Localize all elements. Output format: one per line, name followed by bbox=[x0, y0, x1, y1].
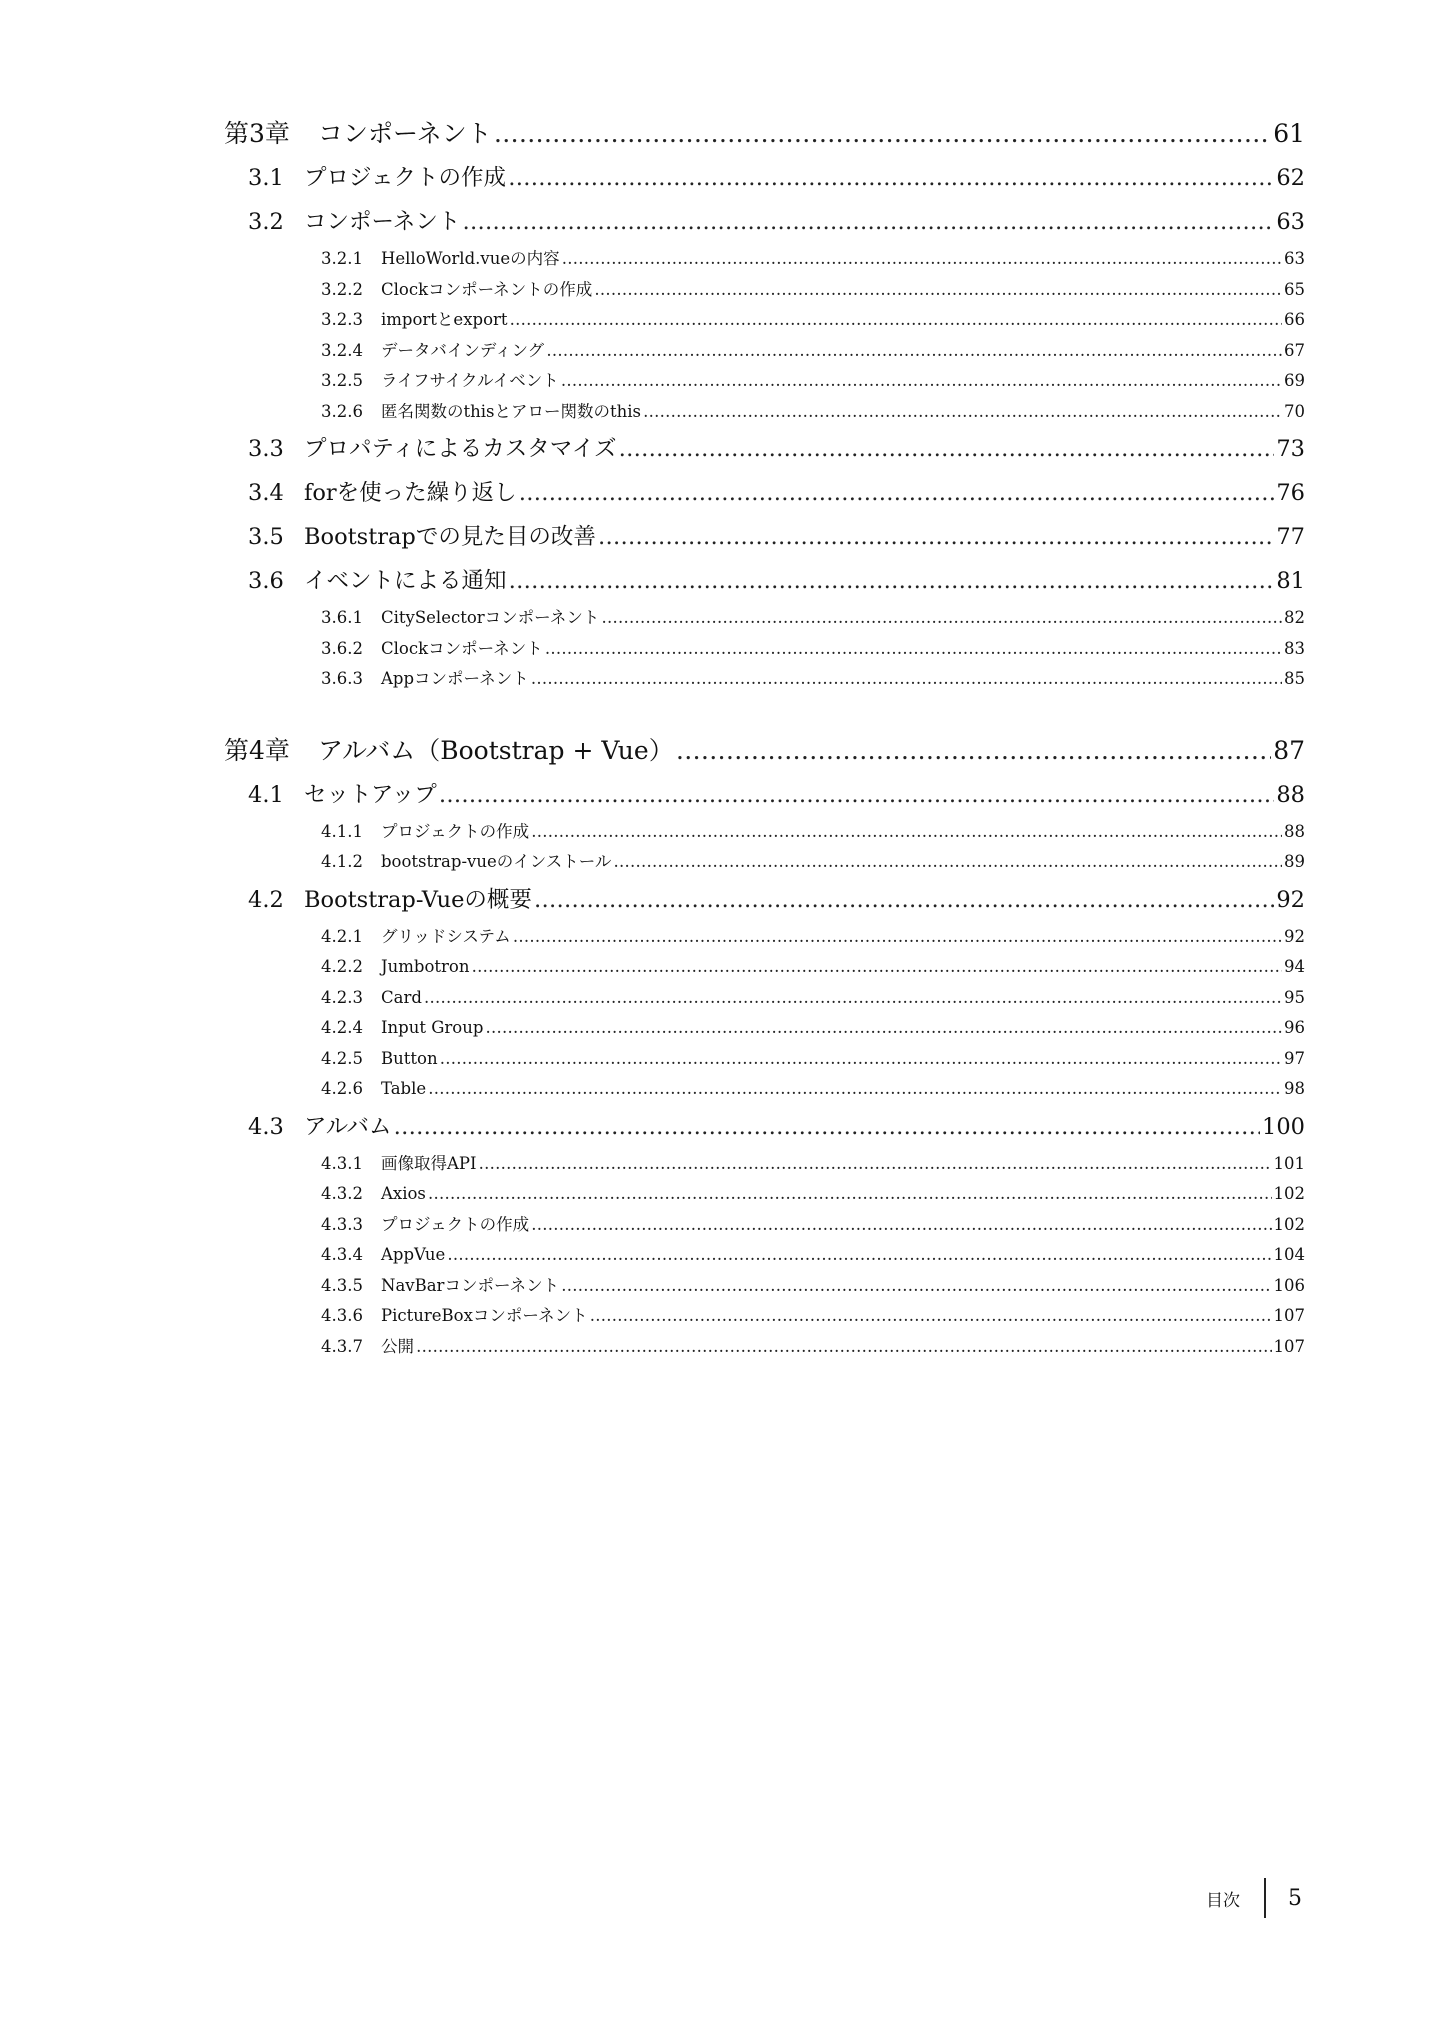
toc-entry-title: アルバム bbox=[304, 1113, 392, 1140]
toc-entry-title: Jumbotron bbox=[381, 957, 470, 976]
toc-entry-sub[interactable] bbox=[224, 336, 1305, 367]
dot-leader bbox=[479, 1149, 1272, 1180]
toc-entry-page: 106 bbox=[1273, 1275, 1305, 1295]
toc-entry-page: 67 bbox=[1284, 340, 1305, 360]
toc-entry-number: 第4章 bbox=[224, 735, 290, 765]
toc-entry-title: プロパティによるカスタマイズ bbox=[304, 436, 617, 462]
toc-entry-number: 4.3.4 bbox=[321, 1245, 363, 1264]
dot-leader bbox=[513, 922, 1282, 953]
toc-entry-sub[interactable] bbox=[224, 275, 1305, 306]
toc-entry-title: 公開 bbox=[381, 1336, 414, 1356]
toc-entry-section[interactable] bbox=[224, 471, 1305, 515]
dot-leader bbox=[598, 515, 1275, 559]
toc-entry-number: 4.2.6 bbox=[321, 1079, 363, 1098]
dot-leader bbox=[534, 878, 1274, 922]
dot-leader bbox=[416, 1332, 1272, 1363]
toc-entry-number: 4.2.4 bbox=[321, 1018, 363, 1037]
toc-entry-number: 4.3.5 bbox=[321, 1275, 363, 1295]
toc-entry-section[interactable] bbox=[224, 559, 1305, 603]
toc-entry-number: 3.2 bbox=[248, 209, 284, 235]
toc-entry-title: 画像取得API bbox=[381, 1153, 477, 1173]
page-footer bbox=[1206, 1878, 1302, 1918]
toc-entry-number: 第3章 bbox=[224, 119, 290, 148]
toc-entry-sub[interactable] bbox=[224, 817, 1305, 848]
toc-entry-page: 76 bbox=[1276, 480, 1305, 506]
toc-entry-title: データバインディング bbox=[381, 340, 545, 360]
dot-leader bbox=[485, 1013, 1282, 1044]
toc-entry-title: 匿名関数のthisとアロー関数のthis bbox=[381, 401, 642, 421]
dot-leader bbox=[546, 336, 1282, 367]
toc-entry-page: 65 bbox=[1284, 279, 1305, 299]
toc-entry-title: Clockコンポーネントの作成 bbox=[381, 279, 593, 299]
toc-entry-sub[interactable] bbox=[224, 1271, 1305, 1302]
toc-entry-page: 63 bbox=[1276, 209, 1305, 235]
toc-entry-page: 88 bbox=[1276, 781, 1305, 808]
toc-entry-page: 83 bbox=[1284, 638, 1305, 658]
toc-entry-section[interactable] bbox=[224, 878, 1305, 922]
toc-entry-title: Clockコンポーネント bbox=[381, 638, 543, 658]
toc-entry-section[interactable] bbox=[224, 773, 1305, 817]
dot-leader bbox=[561, 1271, 1271, 1302]
toc-entry-page: 102 bbox=[1273, 1184, 1305, 1203]
toc-entry-number: 3.6 bbox=[248, 568, 284, 594]
toc-entry-sub[interactable] bbox=[224, 397, 1305, 428]
dot-leader bbox=[508, 156, 1274, 200]
toc-entry-sub[interactable] bbox=[224, 1074, 1305, 1105]
toc-entry-sub[interactable] bbox=[224, 952, 1305, 983]
toc-entry-page: 107 bbox=[1273, 1336, 1305, 1356]
footer-section-label: 目次 bbox=[1206, 1890, 1240, 1911]
toc-entry-title: forを使った繰り返し bbox=[304, 480, 517, 506]
toc-entry-title: Input Group bbox=[381, 1018, 484, 1037]
toc-entry-title: Bootstrap-Vueの概要 bbox=[304, 886, 532, 913]
toc-entry-page: 89 bbox=[1284, 852, 1305, 871]
toc-entry-number: 4.3.3 bbox=[321, 1214, 363, 1234]
toc-entry-page: 81 bbox=[1276, 568, 1305, 594]
toc-entry-page: 87 bbox=[1273, 735, 1305, 765]
toc-entry-sub[interactable] bbox=[224, 1301, 1305, 1332]
toc-entry-number: 3.3 bbox=[248, 436, 284, 462]
dot-leader bbox=[494, 112, 1271, 156]
toc-entry-number: 4.2.5 bbox=[321, 1048, 363, 1068]
dot-leader bbox=[531, 817, 1282, 848]
toc-entry-number: 3.1 bbox=[248, 165, 284, 191]
dot-leader bbox=[447, 1240, 1271, 1271]
toc-entry-title: プロジェクトの作成 bbox=[381, 821, 530, 841]
toc-entry-title: Appコンポーネント bbox=[381, 669, 529, 688]
toc-entry-title: イベントによる通知 bbox=[304, 568, 507, 594]
dot-leader bbox=[531, 1210, 1271, 1241]
toc-entry-section[interactable] bbox=[224, 427, 1305, 471]
toc-entry-number: 3.2.5 bbox=[321, 371, 363, 390]
toc-entry-title: Button bbox=[381, 1048, 438, 1068]
toc-entry-page: 107 bbox=[1273, 1306, 1305, 1325]
toc-entry-title: Table bbox=[381, 1079, 427, 1098]
toc-entry-page: 66 bbox=[1284, 310, 1305, 329]
toc-entry-chapter[interactable] bbox=[224, 112, 1305, 156]
toc-entry-number: 4.1 bbox=[248, 781, 284, 808]
toc-entry-page: 61 bbox=[1273, 119, 1305, 148]
toc-entry-title: ライフサイクルイベント bbox=[381, 371, 559, 390]
toc-entry-page: 92 bbox=[1284, 926, 1305, 946]
toc-entry-sub[interactable] bbox=[224, 983, 1305, 1014]
dot-leader bbox=[562, 244, 1282, 275]
dot-leader bbox=[471, 952, 1282, 983]
toc-entry-sub[interactable] bbox=[224, 1332, 1305, 1363]
toc-entry-sub[interactable] bbox=[224, 664, 1305, 695]
toc-entry-number: 4.3.2 bbox=[321, 1184, 363, 1203]
toc-entry-number: 4.2.2 bbox=[321, 957, 363, 976]
toc-entry-page: 92 bbox=[1276, 886, 1305, 913]
toc-entry-title: プロジェクトの作成 bbox=[381, 1214, 530, 1234]
toc-entry-page: 69 bbox=[1284, 371, 1305, 390]
toc-entry-section[interactable] bbox=[224, 1105, 1305, 1149]
toc-entry-page: 77 bbox=[1276, 524, 1305, 550]
toc-entry-sub[interactable] bbox=[224, 1240, 1305, 1271]
toc-entry-sub[interactable] bbox=[224, 634, 1305, 665]
table-of-contents bbox=[224, 112, 1305, 1362]
toc-entry-title: Card bbox=[381, 987, 422, 1007]
toc-entry-page: 97 bbox=[1284, 1048, 1305, 1068]
dot-leader bbox=[676, 729, 1271, 773]
toc-entry-page: 104 bbox=[1273, 1245, 1305, 1264]
toc-entry-title: HelloWorld.vueの内容 bbox=[381, 249, 560, 268]
toc-entry-page: 70 bbox=[1284, 401, 1305, 421]
toc-entry-section[interactable] bbox=[224, 156, 1305, 200]
toc-entry-number: 4.1.2 bbox=[321, 852, 363, 871]
toc-entry-number: 3.5 bbox=[248, 524, 284, 550]
toc-entry-page: 98 bbox=[1284, 1079, 1305, 1098]
toc-entry-page: 101 bbox=[1273, 1153, 1305, 1173]
toc-entry-number: 3.2.1 bbox=[321, 249, 363, 268]
toc-entry-sub[interactable] bbox=[224, 1149, 1305, 1180]
dot-leader bbox=[428, 1179, 1272, 1210]
toc-entry-title: セットアップ bbox=[304, 781, 437, 808]
dot-leader bbox=[439, 773, 1275, 817]
dot-leader bbox=[601, 603, 1282, 634]
toc-entry-title: bootstrap-vueのインストール bbox=[381, 852, 612, 871]
toc-entry-number: 3.6.3 bbox=[321, 669, 363, 688]
toc-entry-title: PictureBoxコンポーネント bbox=[381, 1306, 588, 1325]
footer-divider bbox=[1264, 1878, 1266, 1918]
toc-entry-chapter[interactable] bbox=[224, 729, 1305, 773]
dot-leader bbox=[394, 1105, 1261, 1149]
toc-entry-title: Axios bbox=[381, 1184, 426, 1203]
toc-entry-title: アルバム（Bootstrap + Vue） bbox=[318, 735, 674, 765]
toc-entry-number: 3.6.1 bbox=[321, 608, 363, 627]
dot-leader bbox=[424, 983, 1282, 1014]
toc-entry-sub[interactable] bbox=[224, 847, 1305, 878]
page-number: 5 bbox=[1288, 1885, 1302, 1911]
toc-entry-title: Bootstrapでの見た目の改善 bbox=[304, 524, 596, 550]
toc-entry-page: 82 bbox=[1284, 608, 1305, 627]
dot-leader bbox=[590, 1301, 1272, 1332]
toc-entry-sub[interactable] bbox=[224, 922, 1305, 953]
toc-entry-number: 4.3.1 bbox=[321, 1153, 363, 1173]
toc-entry-title: コンポーネント bbox=[318, 119, 492, 148]
toc-entry-number: 3.2.6 bbox=[321, 401, 363, 421]
toc-entry-sub[interactable] bbox=[224, 366, 1305, 397]
toc-entry-title: NavBarコンポーネント bbox=[381, 1275, 560, 1295]
dot-leader bbox=[519, 471, 1275, 515]
dot-leader bbox=[509, 559, 1275, 603]
toc-entry-sub[interactable] bbox=[224, 1044, 1305, 1075]
dot-leader bbox=[619, 427, 1275, 471]
toc-entry-sub[interactable] bbox=[224, 244, 1305, 275]
dot-leader bbox=[594, 275, 1282, 306]
toc-entry-page: 94 bbox=[1284, 957, 1305, 976]
dot-leader bbox=[561, 366, 1282, 397]
toc-entry-page: 73 bbox=[1276, 436, 1305, 462]
toc-entry-number: 4.1.1 bbox=[321, 821, 363, 841]
toc-entry-page: 85 bbox=[1284, 669, 1305, 688]
toc-entry-number: 3.4 bbox=[248, 480, 284, 506]
toc-entry-number: 3.2.4 bbox=[321, 340, 363, 360]
toc-entry-page: 63 bbox=[1284, 249, 1305, 268]
toc-entry-sub[interactable] bbox=[224, 1179, 1305, 1210]
toc-entry-number: 4.2 bbox=[248, 886, 284, 913]
toc-entry-title: CitySelectorコンポーネント bbox=[381, 608, 600, 627]
toc-entry-section[interactable] bbox=[224, 200, 1305, 244]
toc-entry-page: 100 bbox=[1262, 1113, 1305, 1140]
toc-entry-number: 4.3.6 bbox=[321, 1306, 363, 1325]
dot-leader bbox=[510, 305, 1282, 336]
toc-entry-number: 3.6.2 bbox=[321, 638, 363, 658]
toc-entry-title: グリッドシステム bbox=[381, 926, 511, 946]
toc-entry-title: AppVue bbox=[381, 1245, 446, 1264]
toc-entry-page: 88 bbox=[1284, 821, 1305, 841]
toc-entry-page: 96 bbox=[1284, 1018, 1305, 1037]
toc-entry-sub[interactable] bbox=[224, 1013, 1305, 1044]
dot-leader bbox=[613, 847, 1282, 878]
toc-entry-page: 95 bbox=[1284, 987, 1305, 1007]
toc-entry-title: プロジェクトの作成 bbox=[304, 165, 507, 191]
toc-entry-sub[interactable] bbox=[224, 603, 1305, 634]
toc-entry-number: 4.2.1 bbox=[321, 926, 363, 946]
toc-entry-sub[interactable] bbox=[224, 305, 1305, 336]
toc-entry-sub[interactable] bbox=[224, 1210, 1305, 1241]
toc-entry-page: 62 bbox=[1276, 165, 1305, 191]
toc-entry-title: importとexport bbox=[381, 310, 508, 329]
dot-leader bbox=[462, 200, 1274, 244]
toc-entry-number: 4.3 bbox=[248, 1113, 284, 1140]
dot-leader bbox=[428, 1074, 1282, 1105]
toc-entry-page: 102 bbox=[1273, 1214, 1305, 1234]
dot-leader bbox=[643, 397, 1282, 428]
toc-entry-section[interactable] bbox=[224, 515, 1305, 559]
dot-leader bbox=[545, 634, 1282, 665]
toc-entry-number: 4.3.7 bbox=[321, 1336, 363, 1356]
toc-entry-title: コンポーネント bbox=[304, 209, 461, 235]
dot-leader bbox=[531, 664, 1282, 695]
dot-leader bbox=[440, 1044, 1282, 1075]
toc-entry-number: 3.2.2 bbox=[321, 279, 363, 299]
toc-entry-number: 4.2.3 bbox=[321, 987, 363, 1007]
toc-entry-number: 3.2.3 bbox=[321, 310, 363, 329]
